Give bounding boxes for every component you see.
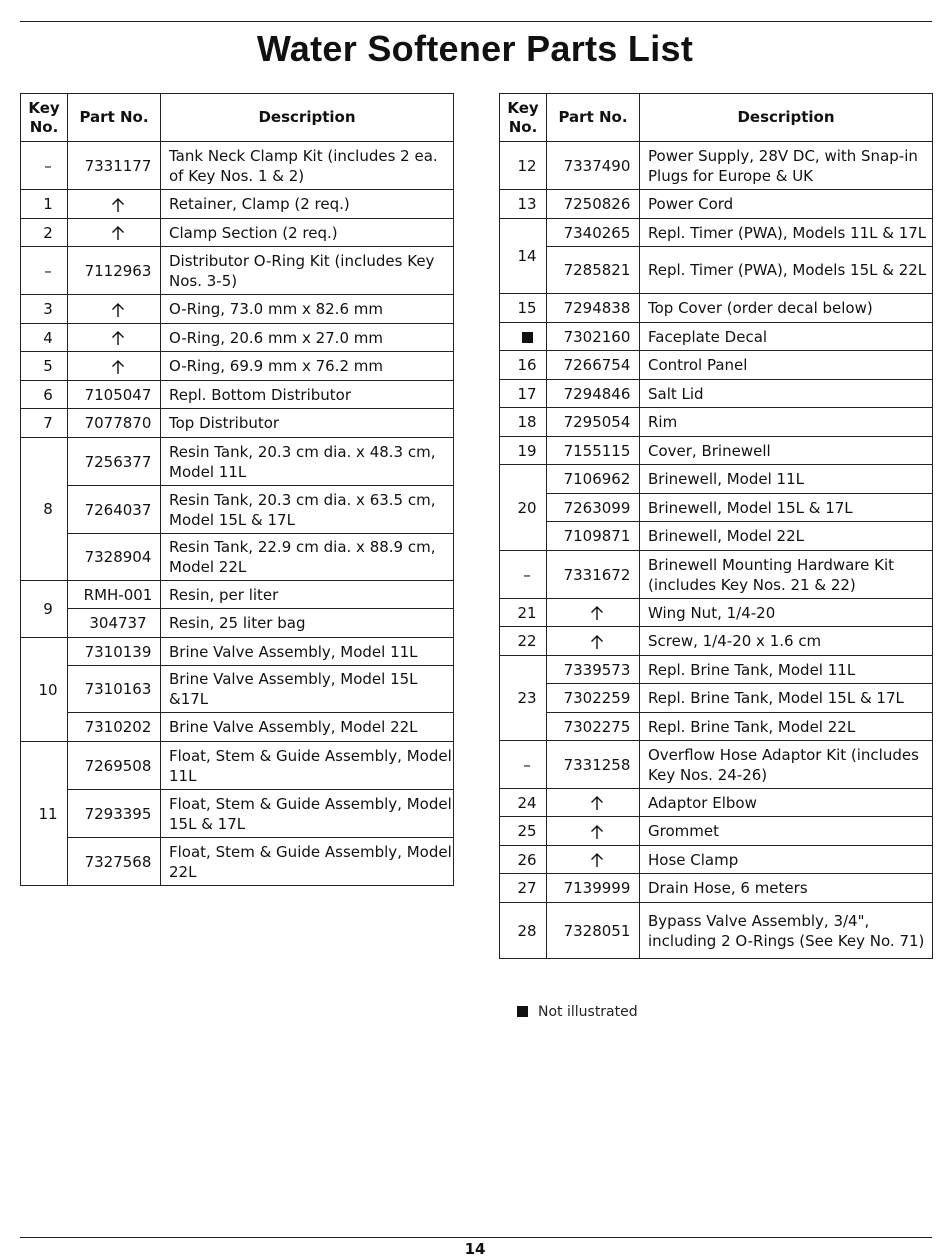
part-no-cell: [68, 324, 161, 352]
part-no-cell: 7302259: [547, 684, 640, 713]
table-row: [500, 380, 933, 408]
description-cell: Brinewell, Model 15L & 17L: [640, 494, 933, 522]
arrow-up-icon: [590, 795, 604, 811]
key-no-cell: 22: [500, 627, 547, 656]
key-no-cell: 14: [500, 219, 547, 294]
table-row: [500, 408, 933, 437]
description-cell: Faceplate Decal: [640, 323, 933, 351]
key-no-cell: –: [21, 247, 68, 295]
table-row: [500, 522, 933, 551]
parts-table-right: [499, 93, 933, 959]
part-no-cell: [547, 817, 640, 846]
arrow-up-icon: [111, 330, 125, 346]
key-no-cell: 8: [21, 438, 68, 581]
page-title: Water Softener Parts List: [256, 28, 694, 69]
part-no-cell: [547, 789, 640, 817]
table-row: [21, 409, 454, 438]
table-row: [21, 713, 454, 742]
description-cell: Salt Lid: [640, 380, 933, 408]
top-rule: [20, 21, 932, 22]
header-part-no: Part No.: [68, 94, 161, 142]
arrow-up-icon: [111, 302, 125, 318]
table-row: [500, 599, 933, 627]
description-cell: Wing Nut, 1/4-20: [640, 599, 933, 627]
description-cell: Drain Hose, 6 meters: [640, 874, 933, 903]
table-row: [500, 294, 933, 323]
description-cell: Resin Tank, 20.3 cm dia. x 48.3 cm, Model 11L: [161, 438, 454, 486]
part-no-cell: 7266754: [547, 351, 640, 380]
part-no-cell: [68, 352, 161, 381]
description-cell: Screw, 1/4-20 x 1.6 cm: [640, 627, 933, 656]
table-row: [21, 638, 454, 666]
description-cell: Tank Neck Clamp Kit (includes 2 ea. of Key Nos. 1 & 2): [161, 142, 454, 190]
table-row: [21, 609, 454, 638]
key-no-cell: 20: [500, 465, 547, 551]
description-cell: Repl. Brine Tank, Model 22L: [640, 713, 933, 741]
table-row: [500, 846, 933, 874]
part-no-cell: 7310202: [68, 713, 161, 742]
description-cell: Clamp Section (2 req.): [161, 219, 454, 247]
table-row: [21, 295, 454, 324]
arrow-up-icon: [590, 824, 604, 840]
table-row: [500, 494, 933, 522]
table-row: [500, 627, 933, 656]
description-cell: Float, Stem & Guide Assembly, Model 11L: [161, 742, 454, 790]
table-row: [500, 684, 933, 713]
description-cell: Resin, per liter: [161, 581, 454, 609]
part-no-cell: [68, 219, 161, 247]
key-no-cell: 23: [500, 656, 547, 741]
part-no-cell: [68, 190, 161, 219]
table-row: [21, 324, 454, 352]
square-icon: [522, 332, 533, 343]
part-no-cell: [547, 599, 640, 627]
part-no-cell: 7294838: [547, 294, 640, 323]
description-cell: Brine Valve Assembly, Model 22L: [161, 713, 454, 742]
key-no-cell: 25: [500, 817, 547, 846]
table-row: [21, 247, 454, 295]
part-no-cell: 7112963: [68, 247, 161, 295]
description-cell: Brinewell, Model 22L: [640, 522, 933, 551]
description-cell: Grommet: [640, 817, 933, 846]
description-cell: Control Panel: [640, 351, 933, 380]
key-no-cell: 7: [21, 409, 68, 438]
part-no-cell: 7106962: [547, 465, 640, 494]
table-row: [500, 323, 933, 351]
parts-table-left: [20, 93, 454, 886]
key-no-cell: –: [21, 142, 68, 190]
description-cell: Top Distributor: [161, 409, 454, 438]
key-no-cell: 27: [500, 874, 547, 903]
description-cell: Bypass Valve Assembly, 3/4", including 2 O-Rings (See Key No. 71): [640, 903, 933, 959]
key-no-cell: 5: [21, 352, 68, 381]
description-cell: Repl. Timer (PWA), Models 15L & 22L: [640, 247, 933, 294]
description-cell: Repl. Brine Tank, Model 11L: [640, 656, 933, 684]
table-header-row: [21, 94, 454, 142]
key-no-cell: 11: [21, 742, 68, 886]
part-no-cell: [547, 846, 640, 874]
part-no-cell: 7077870: [68, 409, 161, 438]
key-no-cell: [500, 323, 547, 351]
table-row: [500, 874, 933, 903]
description-cell: Resin Tank, 20.3 cm dia. x 63.5 cm, Model 15L & 17L: [161, 486, 454, 534]
table-row: [21, 438, 454, 486]
table-row: [500, 551, 933, 599]
key-no-cell: 16: [500, 351, 547, 380]
table-header-row: [500, 94, 933, 142]
table-row: [500, 190, 933, 219]
description-cell: O-Ring, 20.6 mm x 27.0 mm: [161, 324, 454, 352]
legend-text: Not illustrated: [538, 1004, 638, 1020]
table-row: [21, 352, 454, 381]
table-row: [21, 486, 454, 534]
description-cell: Cover, Brinewell: [640, 437, 933, 465]
part-no-cell: 7264037: [68, 486, 161, 534]
part-no-cell: 7293395: [68, 790, 161, 838]
description-cell: Distributor O-Ring Kit (includes Key Nos. 3-5): [161, 247, 454, 295]
key-no-cell: 24: [500, 789, 547, 817]
arrow-up-icon: [590, 605, 604, 621]
part-no-cell: 7250826: [547, 190, 640, 219]
square-icon: [517, 1006, 528, 1017]
part-no-cell: 7310163: [68, 666, 161, 713]
arrow-up-icon: [111, 197, 125, 213]
table-row: [21, 581, 454, 609]
arrow-up-icon: [111, 225, 125, 241]
arrow-up-icon: [590, 634, 604, 650]
table-row: [500, 219, 933, 247]
table-row: [500, 741, 933, 789]
table-row: [500, 656, 933, 684]
key-no-cell: –: [500, 551, 547, 599]
key-no-cell: 18: [500, 408, 547, 437]
description-cell: Rim: [640, 408, 933, 437]
key-no-cell: 2: [21, 219, 68, 247]
table-row: [500, 817, 933, 846]
table-row: [21, 666, 454, 713]
key-no-cell: 3: [21, 295, 68, 324]
description-cell: Float, Stem & Guide Assembly, Model 22L: [161, 838, 454, 886]
key-no-cell: 15: [500, 294, 547, 323]
part-no-cell: 7331177: [68, 142, 161, 190]
part-no-cell: RMH-001: [68, 581, 161, 609]
part-no-cell: [547, 627, 640, 656]
key-no-cell: 12: [500, 142, 547, 190]
table-row: [500, 437, 933, 465]
arrow-up-icon: [111, 359, 125, 375]
part-no-cell: 7302275: [547, 713, 640, 741]
table-row: [500, 903, 933, 959]
description-cell: Float, Stem & Guide Assembly, Model 15L & 17L: [161, 790, 454, 838]
part-no-cell: 304737: [68, 609, 161, 638]
table-row: [500, 713, 933, 741]
part-no-cell: 7109871: [547, 522, 640, 551]
part-no-cell: [68, 295, 161, 324]
description-cell: Power Cord: [640, 190, 933, 219]
header-key-no: Key No.: [500, 94, 547, 142]
arrow-up-icon: [590, 852, 604, 868]
part-no-cell: 7294846: [547, 380, 640, 408]
key-no-cell: 26: [500, 846, 547, 874]
description-cell: Retainer, Clamp (2 req.): [161, 190, 454, 219]
table-row: [21, 381, 454, 409]
table-row: [500, 351, 933, 380]
table-row: [21, 742, 454, 790]
legend: [517, 1004, 638, 1020]
part-no-cell: 7337490: [547, 142, 640, 190]
part-no-cell: 7310139: [68, 638, 161, 666]
header-key-no: Key No.: [21, 94, 68, 142]
table-row: [21, 838, 454, 886]
part-no-cell: 7263099: [547, 494, 640, 522]
description-cell: O-Ring, 69.9 mm x 76.2 mm: [161, 352, 454, 381]
table-row: [21, 219, 454, 247]
description-cell: Power Supply, 28V DC, with Snap-in Plugs for Europe & UK: [640, 142, 933, 190]
page-number: 14: [464, 1240, 486, 1258]
key-no-cell: 21: [500, 599, 547, 627]
table-row: [500, 465, 933, 494]
part-no-cell: 7155115: [547, 437, 640, 465]
key-no-cell: 9: [21, 581, 68, 638]
table-row: [500, 247, 933, 294]
part-no-cell: 7105047: [68, 381, 161, 409]
key-no-cell: 19: [500, 437, 547, 465]
key-no-cell: 1: [21, 190, 68, 219]
key-no-cell: –: [500, 741, 547, 789]
description-cell: Repl. Timer (PWA), Models 11L & 17L: [640, 219, 933, 247]
description-cell: Brine Valve Assembly, Model 11L: [161, 638, 454, 666]
part-no-cell: 7139999: [547, 874, 640, 903]
description-cell: Adaptor Elbow: [640, 789, 933, 817]
key-no-cell: 13: [500, 190, 547, 219]
part-no-cell: 7302160: [547, 323, 640, 351]
description-cell: Repl. Brine Tank, Model 15L & 17L: [640, 684, 933, 713]
table-row: [500, 789, 933, 817]
part-no-cell: 7256377: [68, 438, 161, 486]
description-cell: O-Ring, 73.0 mm x 82.6 mm: [161, 295, 454, 324]
part-no-cell: 7339573: [547, 656, 640, 684]
table-row: [21, 790, 454, 838]
part-no-cell: 7331672: [547, 551, 640, 599]
key-no-cell: 10: [21, 638, 68, 742]
description-cell: Overflow Hose Adaptor Kit (includes Key Nos. 24-26): [640, 741, 933, 789]
part-no-cell: 7285821: [547, 247, 640, 294]
part-no-cell: 7331258: [547, 741, 640, 789]
table-row: [21, 142, 454, 190]
bottom-rule: [20, 1237, 932, 1238]
description-cell: Resin, 25 liter bag: [161, 609, 454, 638]
table-row: [21, 190, 454, 219]
description-cell: Repl. Bottom Distributor: [161, 381, 454, 409]
description-cell: Hose Clamp: [640, 846, 933, 874]
part-no-cell: 7295054: [547, 408, 640, 437]
part-no-cell: 7269508: [68, 742, 161, 790]
description-cell: Resin Tank, 22.9 cm dia. x 88.9 cm, Model 22L: [161, 534, 454, 581]
table-row: [21, 534, 454, 581]
part-no-cell: 7340265: [547, 219, 640, 247]
key-no-cell: 28: [500, 903, 547, 959]
header-description: Description: [640, 94, 933, 142]
part-no-cell: 7328051: [547, 903, 640, 959]
description-cell: Brinewell, Model 11L: [640, 465, 933, 494]
key-no-cell: 4: [21, 324, 68, 352]
table-row: [500, 142, 933, 190]
description-cell: Top Cover (order decal below): [640, 294, 933, 323]
part-no-cell: 7327568: [68, 838, 161, 886]
key-no-cell: 17: [500, 380, 547, 408]
key-no-cell: 6: [21, 381, 68, 409]
description-cell: Brine Valve Assembly, Model 15L &17L: [161, 666, 454, 713]
header-part-no: Part No.: [547, 94, 640, 142]
header-description: Description: [161, 94, 454, 142]
description-cell: Brinewell Mounting Hardware Kit (includes Key Nos. 21 & 22): [640, 551, 933, 599]
part-no-cell: 7328904: [68, 534, 161, 581]
